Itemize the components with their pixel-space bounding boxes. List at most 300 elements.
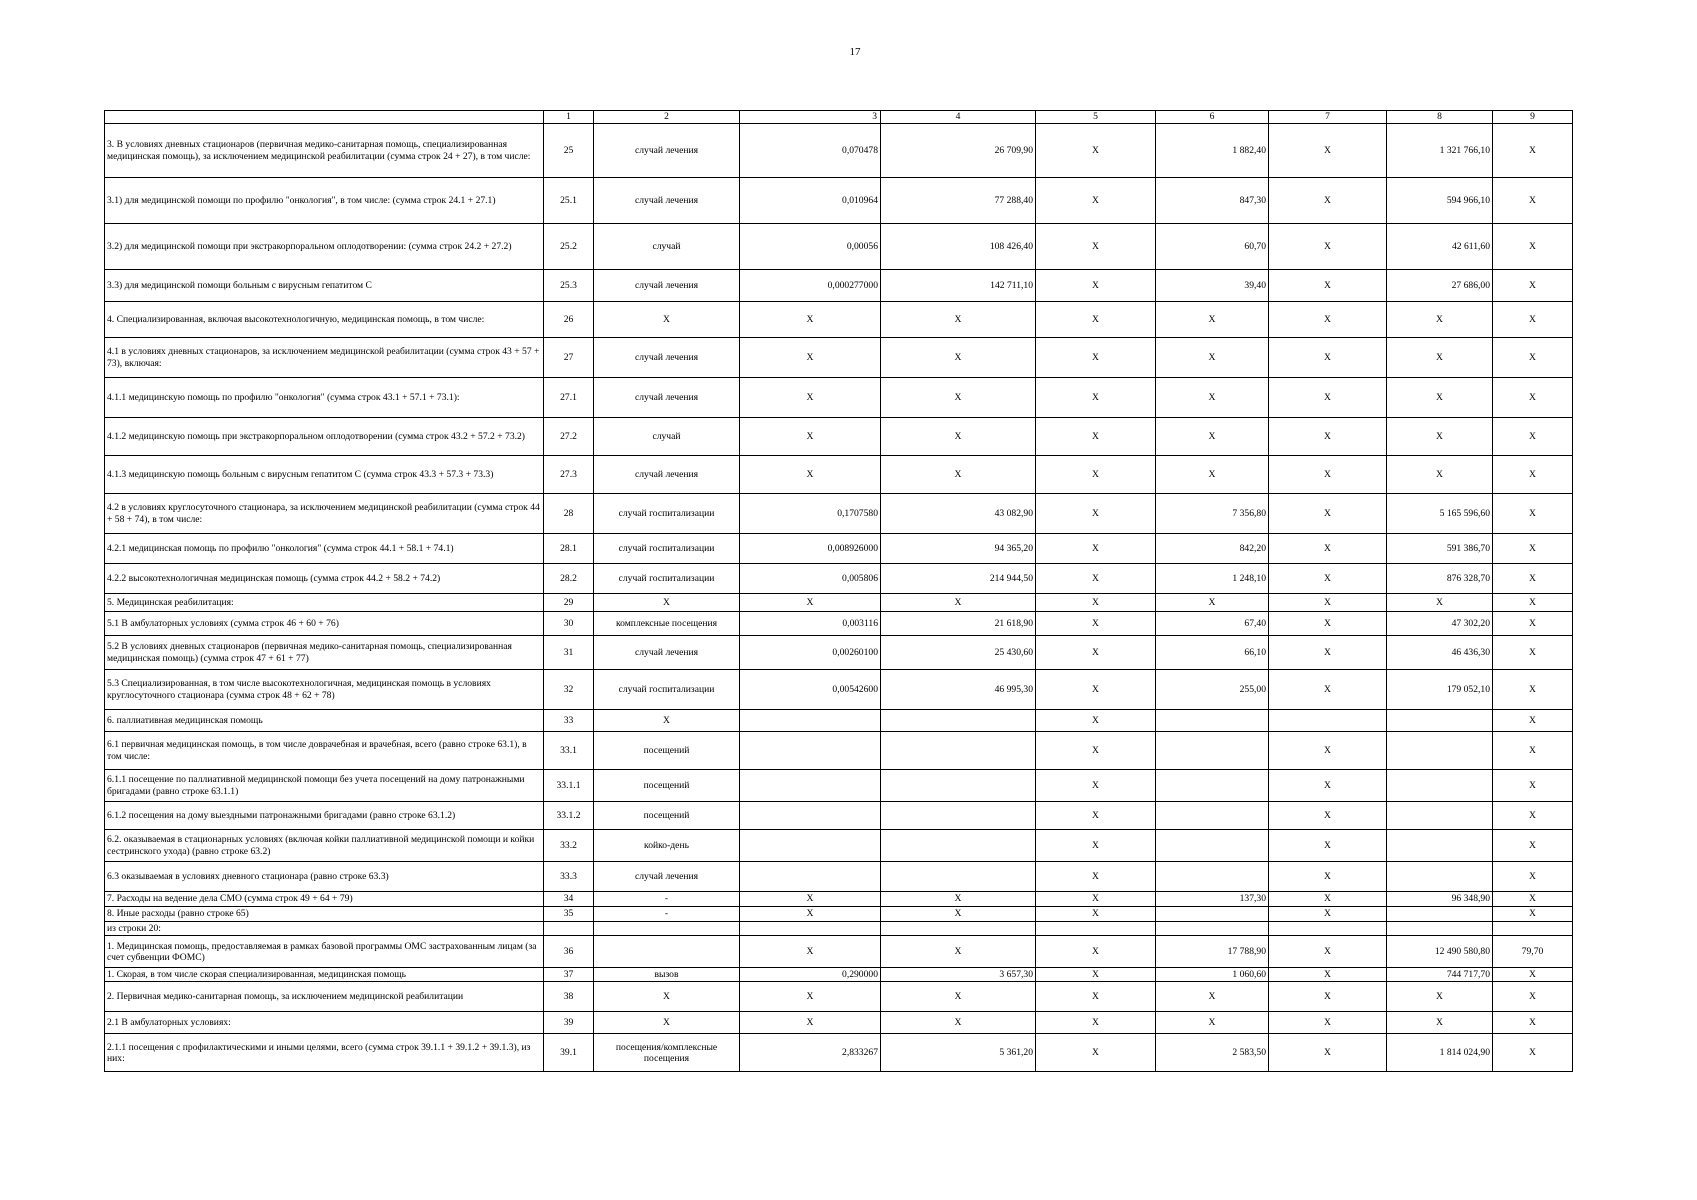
total-cell bbox=[1387, 830, 1493, 862]
total-cell bbox=[1387, 862, 1493, 892]
share-cell: X bbox=[1493, 338, 1573, 378]
row-name-cell: 4.2.1 медицинская помощь по профилю "онкология" (сумма строк 44.1 + 58.1 + 74.1) bbox=[105, 534, 544, 564]
per-capita-cell bbox=[1156, 732, 1269, 770]
row-name-cell: из строки 20: bbox=[105, 922, 544, 936]
col5-cell: X bbox=[1036, 418, 1156, 456]
row-name-cell: 8. Иные расходы (равно строке 65) bbox=[105, 907, 544, 922]
per-capita-cell: 1 248,10 bbox=[1156, 564, 1269, 594]
unit-cell: койко-день bbox=[594, 830, 740, 862]
total-cell: X bbox=[1387, 338, 1493, 378]
volume-cell: X bbox=[740, 338, 881, 378]
data-table bbox=[104, 110, 1573, 1072]
column-header: 8 bbox=[1387, 111, 1493, 124]
per-capita-cell bbox=[1156, 770, 1269, 802]
row-code-cell: 39.1 bbox=[544, 1034, 594, 1072]
table-row bbox=[105, 1012, 1573, 1034]
table-row bbox=[105, 594, 1573, 612]
row-code-cell: 35 bbox=[544, 907, 594, 922]
share-cell: 79,70 bbox=[1493, 936, 1573, 968]
column-header: 4 bbox=[881, 111, 1036, 124]
col5-cell: X bbox=[1036, 534, 1156, 564]
cost-cell bbox=[881, 922, 1036, 936]
col5-cell: X bbox=[1036, 982, 1156, 1012]
share-cell: X bbox=[1493, 710, 1573, 732]
share-cell: X bbox=[1493, 178, 1573, 224]
table-row bbox=[105, 892, 1573, 907]
cost-cell: 94 365,20 bbox=[881, 534, 1036, 564]
row-name-cell: 4.1.3 медицинскую помощь больным с вирусным гепатитом С (сумма строк 43.3 + 57.3 + 73.3) bbox=[105, 456, 544, 494]
row-name-cell: 6.1.1 посещение по паллиативной медицинской помощи без учета посещений на дому патронажными бригадами (равно строке 63.1.1) bbox=[105, 770, 544, 802]
per-capita-cell: 7 356,80 bbox=[1156, 494, 1269, 534]
row-code-cell: 34 bbox=[544, 892, 594, 907]
total-cell: 46 436,30 bbox=[1387, 636, 1493, 670]
cost-cell: X bbox=[881, 1012, 1036, 1034]
per-capita-cell: X bbox=[1156, 418, 1269, 456]
row-code-cell: 25.3 bbox=[544, 270, 594, 302]
table-row bbox=[105, 802, 1573, 830]
col5-cell: X bbox=[1036, 770, 1156, 802]
cost-cell: X bbox=[881, 418, 1036, 456]
row-name-cell: 6.2. оказываемая в стационарных условиях (включая койки паллиативной медицинской помощи и койки сестринского ухода) (равно строке 63.2) bbox=[105, 830, 544, 862]
row-code-cell: 25.2 bbox=[544, 224, 594, 270]
per-capita-cell: X bbox=[1156, 378, 1269, 418]
total-cell: 876 328,70 bbox=[1387, 564, 1493, 594]
row-name-cell: 6.1.2 посещения на дому выездными патронажными бригадами (равно строке 63.1.2) bbox=[105, 802, 544, 830]
unit-cell: посещений bbox=[594, 802, 740, 830]
total-cell: 1 321 766,10 bbox=[1387, 124, 1493, 178]
row-code-cell bbox=[544, 922, 594, 936]
volume-cell bbox=[740, 732, 881, 770]
cost-cell bbox=[881, 802, 1036, 830]
table-row bbox=[105, 302, 1573, 338]
per-capita-cell: 137,30 bbox=[1156, 892, 1269, 907]
cost-cell: 43 082,90 bbox=[881, 494, 1036, 534]
cost-cell: X bbox=[881, 892, 1036, 907]
share-cell: X bbox=[1493, 1012, 1573, 1034]
row-code-cell: 28 bbox=[544, 494, 594, 534]
row-name-cell: 2. Первичная медико-санитарная помощь, за исключением медицинской реабилитации bbox=[105, 982, 544, 1012]
table-row bbox=[105, 378, 1573, 418]
row-name-cell: 3.2) для медицинской помощи при экстракорпоральном оплодотворении: (сумма строк 24.2 + 27.2) bbox=[105, 224, 544, 270]
unit-cell: случай госпитализации bbox=[594, 494, 740, 534]
total-cell bbox=[1387, 802, 1493, 830]
col7-cell bbox=[1269, 710, 1387, 732]
table-row bbox=[105, 636, 1573, 670]
unit-cell: случай лечения bbox=[594, 124, 740, 178]
column-header: 7 bbox=[1269, 111, 1387, 124]
col7-cell: X bbox=[1269, 494, 1387, 534]
total-cell: X bbox=[1387, 418, 1493, 456]
col5-cell: X bbox=[1036, 338, 1156, 378]
total-cell: 744 717,70 bbox=[1387, 968, 1493, 982]
volume-cell: X bbox=[740, 418, 881, 456]
unit-cell: - bbox=[594, 892, 740, 907]
total-cell bbox=[1387, 922, 1493, 936]
col5-cell: X bbox=[1036, 270, 1156, 302]
per-capita-cell: 847,30 bbox=[1156, 178, 1269, 224]
per-capita-cell bbox=[1156, 862, 1269, 892]
per-capita-cell: X bbox=[1156, 1012, 1269, 1034]
col7-cell: X bbox=[1269, 378, 1387, 418]
share-cell: X bbox=[1493, 456, 1573, 494]
share-cell: X bbox=[1493, 612, 1573, 636]
unit-cell bbox=[594, 936, 740, 968]
cost-cell bbox=[881, 732, 1036, 770]
row-code-cell: 33.1.1 bbox=[544, 770, 594, 802]
share-cell: X bbox=[1493, 732, 1573, 770]
row-name-cell: 1. Медицинская помощь, предоставляемая в рамках базовой программы ОМС застрахованным лицам (за счет субвенции ФОМС) bbox=[105, 936, 544, 968]
share-cell: X bbox=[1493, 378, 1573, 418]
per-capita-cell: X bbox=[1156, 456, 1269, 494]
volume-cell bbox=[740, 802, 881, 830]
col7-cell: X bbox=[1269, 892, 1387, 907]
per-capita-cell: 17 788,90 bbox=[1156, 936, 1269, 968]
row-name-cell: 6.3 оказываемая в условиях дневного стационара (равно строке 63.3) bbox=[105, 862, 544, 892]
row-name-cell: 4.1.2 медицинскую помощь при экстракорпоральном оплодотворении (сумма строк 43.2 + 57.2 + 73.2) bbox=[105, 418, 544, 456]
volume-cell: X bbox=[740, 892, 881, 907]
unit-cell: X bbox=[594, 302, 740, 338]
col5-cell: X bbox=[1036, 907, 1156, 922]
volume-cell: 2,833267 bbox=[740, 1034, 881, 1072]
per-capita-cell: X bbox=[1156, 982, 1269, 1012]
per-capita-cell: X bbox=[1156, 594, 1269, 612]
share-cell: X bbox=[1493, 770, 1573, 802]
row-code-cell: 26 bbox=[544, 302, 594, 338]
total-cell bbox=[1387, 710, 1493, 732]
col5-cell: X bbox=[1036, 302, 1156, 338]
cost-cell: 25 430,60 bbox=[881, 636, 1036, 670]
column-header: 6 bbox=[1156, 111, 1269, 124]
cost-cell: X bbox=[881, 456, 1036, 494]
per-capita-cell: 60,70 bbox=[1156, 224, 1269, 270]
volume-cell bbox=[740, 830, 881, 862]
row-code-cell: 33.1.2 bbox=[544, 802, 594, 830]
share-cell bbox=[1493, 922, 1573, 936]
per-capita-cell: X bbox=[1156, 338, 1269, 378]
cost-cell: X bbox=[881, 302, 1036, 338]
volume-cell: 0,000277000 bbox=[740, 270, 881, 302]
col7-cell: X bbox=[1269, 534, 1387, 564]
unit-cell: случай госпитализации bbox=[594, 670, 740, 710]
total-cell: 12 490 580,80 bbox=[1387, 936, 1493, 968]
row-name-cell: 3.3) для медицинской помощи больным с вирусным гепатитом С bbox=[105, 270, 544, 302]
volume-cell: 0,290000 bbox=[740, 968, 881, 982]
col5-cell: X bbox=[1036, 968, 1156, 982]
row-code-cell: 36 bbox=[544, 936, 594, 968]
volume-cell: 0,003116 bbox=[740, 612, 881, 636]
cost-cell: X bbox=[881, 594, 1036, 612]
share-cell: X bbox=[1493, 124, 1573, 178]
col7-cell: X bbox=[1269, 594, 1387, 612]
total-cell: X bbox=[1387, 1012, 1493, 1034]
per-capita-cell bbox=[1156, 710, 1269, 732]
row-code-cell: 31 bbox=[544, 636, 594, 670]
unit-cell: X bbox=[594, 710, 740, 732]
volume-cell: X bbox=[740, 378, 881, 418]
unit-cell: X bbox=[594, 1012, 740, 1034]
table-row bbox=[105, 456, 1573, 494]
cost-cell: X bbox=[881, 338, 1036, 378]
total-cell bbox=[1387, 770, 1493, 802]
cost-cell: 214 944,50 bbox=[881, 564, 1036, 594]
row-code-cell: 32 bbox=[544, 670, 594, 710]
col5-cell: X bbox=[1036, 564, 1156, 594]
unit-cell: случай лечения bbox=[594, 456, 740, 494]
column-header: 1 bbox=[544, 111, 594, 124]
row-code-cell: 37 bbox=[544, 968, 594, 982]
cost-cell: 3 657,30 bbox=[881, 968, 1036, 982]
table-row bbox=[105, 936, 1573, 968]
col7-cell: X bbox=[1269, 456, 1387, 494]
table-row bbox=[105, 564, 1573, 594]
total-cell: 5 165 596,60 bbox=[1387, 494, 1493, 534]
col7-cell: X bbox=[1269, 612, 1387, 636]
row-name-cell: 4.1 в условиях дневных стационаров, за исключением медицинской реабилитации (сумма строк 43 + 57 + 73), включая: bbox=[105, 338, 544, 378]
volume-cell: X bbox=[740, 594, 881, 612]
col5-cell: X bbox=[1036, 456, 1156, 494]
col7-cell: X bbox=[1269, 670, 1387, 710]
col7-cell: X bbox=[1269, 270, 1387, 302]
row-name-cell: 2.1 В амбулаторных условиях: bbox=[105, 1012, 544, 1034]
total-cell: 594 966,10 bbox=[1387, 178, 1493, 224]
row-name-cell: 6.1 первичная медицинская помощь, в том числе доврачебная и врачебная, всего (равно строке 63.1), в том числе: bbox=[105, 732, 544, 770]
total-cell: 591 386,70 bbox=[1387, 534, 1493, 564]
volume-cell: X bbox=[740, 936, 881, 968]
per-capita-cell bbox=[1156, 830, 1269, 862]
unit-cell: случай лечения bbox=[594, 636, 740, 670]
total-cell: X bbox=[1387, 378, 1493, 418]
row-code-cell: 33.3 bbox=[544, 862, 594, 892]
share-cell: X bbox=[1493, 830, 1573, 862]
col7-cell: X bbox=[1269, 907, 1387, 922]
row-code-cell: 27.2 bbox=[544, 418, 594, 456]
unit-cell: X bbox=[594, 982, 740, 1012]
total-cell: 27 686,00 bbox=[1387, 270, 1493, 302]
volume-cell bbox=[740, 710, 881, 732]
col7-cell: X bbox=[1269, 338, 1387, 378]
cost-cell: 21 618,90 bbox=[881, 612, 1036, 636]
share-cell: X bbox=[1493, 224, 1573, 270]
table-row bbox=[105, 1034, 1573, 1072]
unit-cell: комплексные посещения bbox=[594, 612, 740, 636]
cost-cell: 108 426,40 bbox=[881, 224, 1036, 270]
col5-cell: X bbox=[1036, 936, 1156, 968]
col7-cell: X bbox=[1269, 830, 1387, 862]
row-code-cell: 38 bbox=[544, 982, 594, 1012]
row-name-cell: 4.2 в условиях круглосуточного стационара, за исключением медицинской реабилитации (сумма строк 44 + 58 + 74), в том числе: bbox=[105, 494, 544, 534]
table-row bbox=[105, 534, 1573, 564]
row-name-cell: 5.2 В условиях дневных стационаров (первичная медико-санитарная помощь, специализированная медицинская помощь) (сумма строк 47 + 61 + 77) bbox=[105, 636, 544, 670]
row-name-cell: 5. Медицинская реабилитация: bbox=[105, 594, 544, 612]
volume-cell: 0,00260100 bbox=[740, 636, 881, 670]
row-code-cell: 33.1 bbox=[544, 732, 594, 770]
volume-cell: 0,070478 bbox=[740, 124, 881, 178]
row-code-cell: 29 bbox=[544, 594, 594, 612]
table-row bbox=[105, 224, 1573, 270]
row-name-cell: 5.1 В амбулаторных условиях (сумма строк 46 + 60 + 76) bbox=[105, 612, 544, 636]
total-cell: X bbox=[1387, 594, 1493, 612]
row-code-cell: 27 bbox=[544, 338, 594, 378]
col5-cell: X bbox=[1036, 378, 1156, 418]
header-row bbox=[105, 111, 1573, 124]
row-code-cell: 28.2 bbox=[544, 564, 594, 594]
share-cell: X bbox=[1493, 802, 1573, 830]
table-row bbox=[105, 830, 1573, 862]
share-cell: X bbox=[1493, 968, 1573, 982]
total-cell: X bbox=[1387, 456, 1493, 494]
table-row bbox=[105, 907, 1573, 922]
col5-cell: X bbox=[1036, 1034, 1156, 1072]
total-cell: 179 052,10 bbox=[1387, 670, 1493, 710]
share-cell: X bbox=[1493, 494, 1573, 534]
col5-cell: X bbox=[1036, 178, 1156, 224]
row-name-cell: 6. паллиативная медицинская помощь bbox=[105, 710, 544, 732]
col7-cell: X bbox=[1269, 802, 1387, 830]
table-body bbox=[105, 124, 1573, 1072]
col7-cell: X bbox=[1269, 1034, 1387, 1072]
col5-cell bbox=[1036, 922, 1156, 936]
table-row bbox=[105, 982, 1573, 1012]
unit-cell: случай лечения bbox=[594, 378, 740, 418]
row-name-cell: 4. Специализированная, включая высокотехнологичную, медицинская помощь, в том числе: bbox=[105, 302, 544, 338]
share-cell: X bbox=[1493, 302, 1573, 338]
unit-cell: вызов bbox=[594, 968, 740, 982]
per-capita-cell bbox=[1156, 907, 1269, 922]
share-cell: X bbox=[1493, 564, 1573, 594]
volume-cell bbox=[740, 922, 881, 936]
table-row bbox=[105, 710, 1573, 732]
col5-cell: X bbox=[1036, 732, 1156, 770]
volume-cell: X bbox=[740, 302, 881, 338]
cost-cell: X bbox=[881, 378, 1036, 418]
row-name-cell: 1. Скорая, в том числе скорая специализированная, медицинская помощь bbox=[105, 968, 544, 982]
row-name-cell: 2.1.1 посещения с профилактическими и иными целями, всего (сумма строк 39.1.1 + 39.1.2 + 39.1.3), из них: bbox=[105, 1034, 544, 1072]
col5-cell: X bbox=[1036, 612, 1156, 636]
share-cell: X bbox=[1493, 594, 1573, 612]
total-cell bbox=[1387, 732, 1493, 770]
col7-cell: X bbox=[1269, 418, 1387, 456]
cost-cell: X bbox=[881, 982, 1036, 1012]
cost-cell: 5 361,20 bbox=[881, 1034, 1036, 1072]
column-header: 5 bbox=[1036, 111, 1156, 124]
share-cell: X bbox=[1493, 1034, 1573, 1072]
col5-cell: X bbox=[1036, 224, 1156, 270]
col7-cell: X bbox=[1269, 178, 1387, 224]
col7-cell: X bbox=[1269, 564, 1387, 594]
volume-cell: X bbox=[740, 907, 881, 922]
volume-cell bbox=[740, 770, 881, 802]
page-number: 17 bbox=[849, 46, 861, 58]
cost-cell: 142 711,10 bbox=[881, 270, 1036, 302]
row-name-cell: 4.2.2 высокотехнологичная медицинская помощь (сумма строк 44.2 + 58.2 + 74.2) bbox=[105, 564, 544, 594]
col5-cell: X bbox=[1036, 594, 1156, 612]
cost-cell: X bbox=[881, 907, 1036, 922]
volume-cell: 0,005806 bbox=[740, 564, 881, 594]
unit-cell: посещения/комплексные посещения bbox=[594, 1034, 740, 1072]
table-row bbox=[105, 732, 1573, 770]
share-cell: X bbox=[1493, 982, 1573, 1012]
cost-cell bbox=[881, 862, 1036, 892]
total-cell: X bbox=[1387, 302, 1493, 338]
col5-cell: X bbox=[1036, 124, 1156, 178]
volume-cell: 0,010964 bbox=[740, 178, 881, 224]
col5-cell: X bbox=[1036, 862, 1156, 892]
table-row bbox=[105, 178, 1573, 224]
table-row bbox=[105, 494, 1573, 534]
table-row bbox=[105, 670, 1573, 710]
table-row bbox=[105, 270, 1573, 302]
unit-cell: случай лечения bbox=[594, 338, 740, 378]
unit-cell: случай госпитализации bbox=[594, 534, 740, 564]
col7-cell: X bbox=[1269, 224, 1387, 270]
col5-cell: X bbox=[1036, 830, 1156, 862]
total-cell bbox=[1387, 907, 1493, 922]
column-header: 3 bbox=[740, 111, 881, 124]
table-row bbox=[105, 338, 1573, 378]
row-name-cell: 7. Расходы на ведение дела СМО (сумма строк 49 + 64 + 79) bbox=[105, 892, 544, 907]
unit-cell bbox=[594, 922, 740, 936]
col7-cell: X bbox=[1269, 302, 1387, 338]
share-cell: X bbox=[1493, 270, 1573, 302]
cost-cell bbox=[881, 710, 1036, 732]
row-code-cell: 39 bbox=[544, 1012, 594, 1034]
volume-cell: X bbox=[740, 982, 881, 1012]
column-header bbox=[105, 111, 544, 124]
row-name-cell: 5.3 Специализированная, в том числе высокотехнологичная, медицинская помощь в условиях круглосуточного стационара (сумма строк 48 + 62 + 78) bbox=[105, 670, 544, 710]
col5-cell: X bbox=[1036, 710, 1156, 732]
per-capita-cell: 66,10 bbox=[1156, 636, 1269, 670]
col5-cell: X bbox=[1036, 670, 1156, 710]
table-row bbox=[105, 770, 1573, 802]
row-code-cell: 28.1 bbox=[544, 534, 594, 564]
row-code-cell: 27.3 bbox=[544, 456, 594, 494]
cost-cell: X bbox=[881, 936, 1036, 968]
column-header: 9 bbox=[1493, 111, 1573, 124]
col5-cell: X bbox=[1036, 494, 1156, 534]
unit-cell: посещений bbox=[594, 770, 740, 802]
unit-cell: случай лечения bbox=[594, 862, 740, 892]
volume-cell bbox=[740, 862, 881, 892]
table-row bbox=[105, 862, 1573, 892]
per-capita-cell: X bbox=[1156, 302, 1269, 338]
column-header: 2 bbox=[594, 111, 740, 124]
col7-cell bbox=[1269, 922, 1387, 936]
share-cell: X bbox=[1493, 636, 1573, 670]
col7-cell: X bbox=[1269, 862, 1387, 892]
per-capita-cell: 842,20 bbox=[1156, 534, 1269, 564]
table-row bbox=[105, 612, 1573, 636]
row-code-cell: 25.1 bbox=[544, 178, 594, 224]
share-cell: X bbox=[1493, 534, 1573, 564]
unit-cell: случай bbox=[594, 224, 740, 270]
cost-cell: 26 709,90 bbox=[881, 124, 1036, 178]
per-capita-cell bbox=[1156, 922, 1269, 936]
share-cell: X bbox=[1493, 907, 1573, 922]
row-code-cell: 30 bbox=[544, 612, 594, 636]
row-code-cell: 33 bbox=[544, 710, 594, 732]
volume-cell: 0,00542600 bbox=[740, 670, 881, 710]
unit-cell: случай лечения bbox=[594, 178, 740, 224]
col7-cell: X bbox=[1269, 124, 1387, 178]
per-capita-cell: 39,40 bbox=[1156, 270, 1269, 302]
per-capita-cell: 2 583,50 bbox=[1156, 1034, 1269, 1072]
col7-cell: X bbox=[1269, 982, 1387, 1012]
total-cell: 47 302,20 bbox=[1387, 612, 1493, 636]
row-name-cell: 3.1) для медицинской помощи по профилю "онкология", в том числе: (сумма строк 24.1 + 27.1) bbox=[105, 178, 544, 224]
volume-cell: X bbox=[740, 456, 881, 494]
row-code-cell: 25 bbox=[544, 124, 594, 178]
col5-cell: X bbox=[1036, 636, 1156, 670]
